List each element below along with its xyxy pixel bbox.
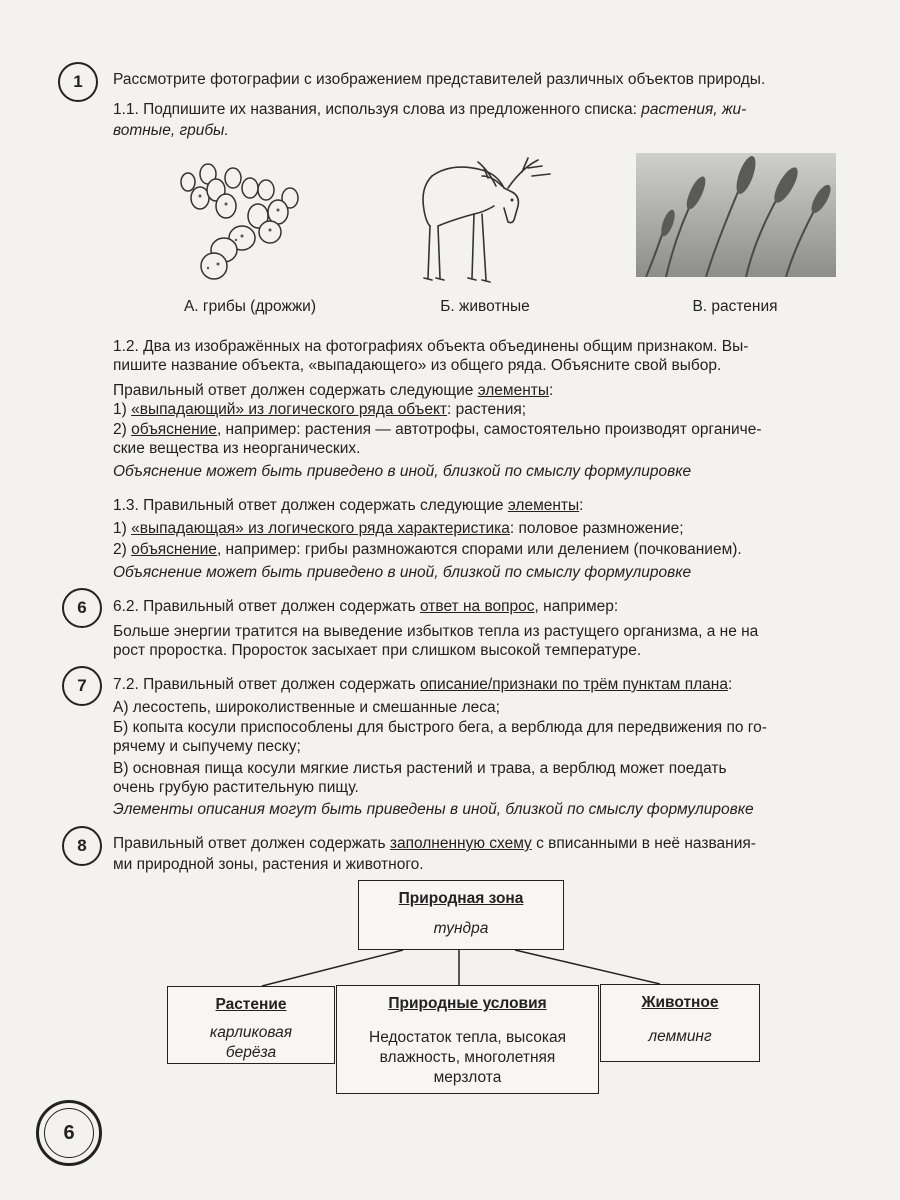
q12-line6: ские вещества из неорганических. <box>113 440 361 457</box>
scheme-animal-box <box>600 984 760 1062</box>
plant-heading: Растение <box>215 996 287 1013</box>
task-number-1: 1 <box>58 62 98 102</box>
conditions-value-2: влажность, многолетняя <box>379 1049 556 1066</box>
q13-line1: 1.3. Правильный ответ должен содержать следующие элементы: <box>113 497 584 514</box>
animal-value: лемминг <box>648 1028 712 1045</box>
q12-line5: 2) объяснение, например: растения — автотрофы, самостоятельно производят органиче- <box>113 421 762 438</box>
q13-line3: 2) объяснение, например: грибы размножаются спорами или делением (почкованием). <box>113 541 742 558</box>
scheme-conditions-box <box>336 985 599 1094</box>
q7-note: Элементы описания могут быть приведены в иной, близкой по смыслу формулировке <box>113 801 754 818</box>
q13-line2: 1) «выпадающая» из логического ряда характеристика: половое размножение; <box>113 520 684 537</box>
task-number-7: 7 <box>62 666 102 706</box>
caption-a: А. грибы (дрожжи) <box>183 298 317 315</box>
q11-line2: вотные, грибы. <box>113 122 229 139</box>
q7-line2: А) лесостепь, широколиственные и смешанные леса; <box>113 699 500 716</box>
scheme-zone-box <box>358 880 564 950</box>
plant-value-2: берёза <box>225 1044 277 1061</box>
q11-line1: 1.1. Подпишите их названия, используя слова из предложенного списка: растения, жи- <box>113 101 747 118</box>
plant-value-1: карликовая <box>209 1024 293 1041</box>
q12-line2: пишите название объекта, «выпадающего» из общего ряда. Объясните свой выбор. <box>113 357 722 374</box>
q6-line2: Больше энергии тратится на выведение избытков тепла из растущего организма, а не на <box>113 623 759 640</box>
q6-line1: 6.2. Правильный ответ должен содержать ответ на вопрос, например: <box>113 598 619 615</box>
task-1-title: Рассмотрите фотографии с изображением представителей различных объектов природы. <box>113 71 766 88</box>
q7-line6: очень грубую растительную пищу. <box>113 779 359 796</box>
q12-line1: 1.2. Два из изображённых на фотографиях объекта объединены общим признаком. Вы- <box>113 338 749 355</box>
caption-c: В. растения <box>692 298 778 315</box>
q13-note: Объяснение может быть приведено в иной, близкой по смыслу формулировке <box>113 564 692 581</box>
conditions-value-1: Недостаток тепла, высокая <box>369 1029 566 1046</box>
q7-line5: В) основная пища косули мягкие листья растений и трава, а верблюд может поедать <box>113 760 727 777</box>
conditions-value-3: мерзлота <box>433 1069 502 1086</box>
scheme-plant-box <box>167 986 335 1064</box>
task-number-6: 6 <box>62 588 102 628</box>
task-number-8: 8 <box>62 826 102 866</box>
conditions-heading: Природные условия <box>388 995 547 1012</box>
q12-line4: 1) «выпадающий» из логического ряда объект: растения; <box>113 401 527 418</box>
zone-heading: Природная зона <box>398 890 524 907</box>
zone-value: тундра <box>433 920 489 937</box>
q7-line4: рячему и сыпучему песку; <box>113 738 301 755</box>
q7-line3: Б) копыта косули приспособлены для быстрого бега, а верблюда для передвижения по го- <box>113 719 767 736</box>
q8-line1: Правильный ответ должен содержать заполненную схему с вписанными в неё названия- <box>113 835 756 852</box>
q12-note: Объяснение может быть приведено в иной, близкой по смыслу формулировке <box>113 463 692 480</box>
page-number-badge: 6 <box>36 1100 102 1166</box>
q8-line2: ми природной зоны, растения и животного. <box>113 856 424 873</box>
q6-line3: рост проростка. Проросток засыхает при слишком высокой температуре. <box>113 642 642 659</box>
q7-line1: 7.2. Правильный ответ должен содержать описание/признаки по трём пунктам плана: <box>113 676 733 693</box>
caption-b: Б. животные <box>440 298 530 315</box>
animal-heading: Животное <box>641 994 719 1011</box>
q12-line3: Правильный ответ должен содержать следующие элементы: <box>113 382 554 399</box>
